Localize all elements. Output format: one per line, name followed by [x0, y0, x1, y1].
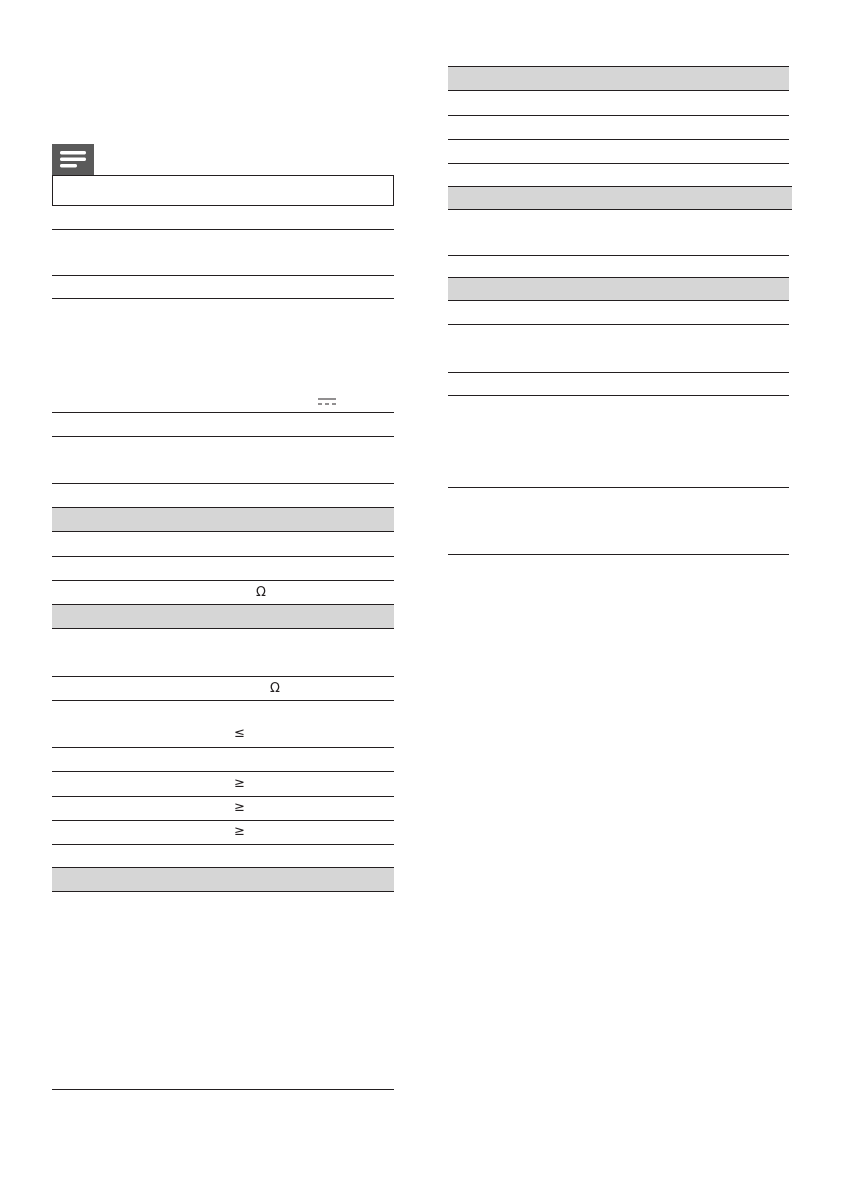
table-rule	[52, 412, 394, 413]
table-rule	[448, 300, 789, 301]
greater-equal-symbol: ≥	[234, 824, 245, 839]
table-rule	[448, 554, 789, 555]
section-header-band	[448, 67, 789, 90]
section-header-band	[52, 605, 394, 628]
table-rule	[448, 139, 789, 140]
table-rule	[52, 700, 394, 701]
dc-current-icon	[318, 398, 336, 406]
note-icon	[52, 144, 94, 175]
greater-equal-symbol: ≥	[234, 800, 245, 815]
note-box	[52, 175, 394, 206]
table-rule	[52, 436, 394, 437]
table-rule	[52, 580, 394, 581]
section-header-band	[52, 868, 394, 891]
table-rule	[448, 255, 789, 256]
table-rule	[52, 891, 394, 892]
table-rule	[52, 771, 394, 772]
table-rule	[52, 298, 394, 299]
ohm-symbol: Ω	[256, 585, 266, 600]
table-rule	[448, 90, 789, 91]
table-rule	[52, 796, 394, 797]
table-rule	[52, 844, 394, 845]
ohm-symbol: Ω	[270, 681, 280, 696]
section-header-band	[448, 187, 792, 209]
table-rule	[448, 395, 789, 396]
table-rule	[52, 556, 394, 557]
table-rule	[448, 209, 792, 210]
table-rule	[448, 324, 789, 325]
section-header-band	[448, 278, 789, 300]
table-rule	[52, 676, 394, 677]
greater-equal-symbol: ≥	[234, 776, 245, 791]
table-rule	[448, 372, 789, 373]
table-rule	[448, 487, 789, 488]
table-rule	[52, 1089, 394, 1090]
table-rule	[52, 229, 394, 230]
table-rule	[448, 163, 789, 164]
note-tab	[52, 144, 94, 175]
table-rule	[52, 747, 394, 748]
table-rule	[52, 628, 394, 629]
table-rule	[52, 275, 394, 276]
table-rule	[52, 483, 394, 484]
section-header-band	[52, 508, 394, 531]
table-rule	[448, 115, 789, 116]
less-equal-symbol: ≤	[234, 726, 245, 741]
table-rule	[52, 820, 394, 821]
table-rule	[52, 531, 394, 532]
